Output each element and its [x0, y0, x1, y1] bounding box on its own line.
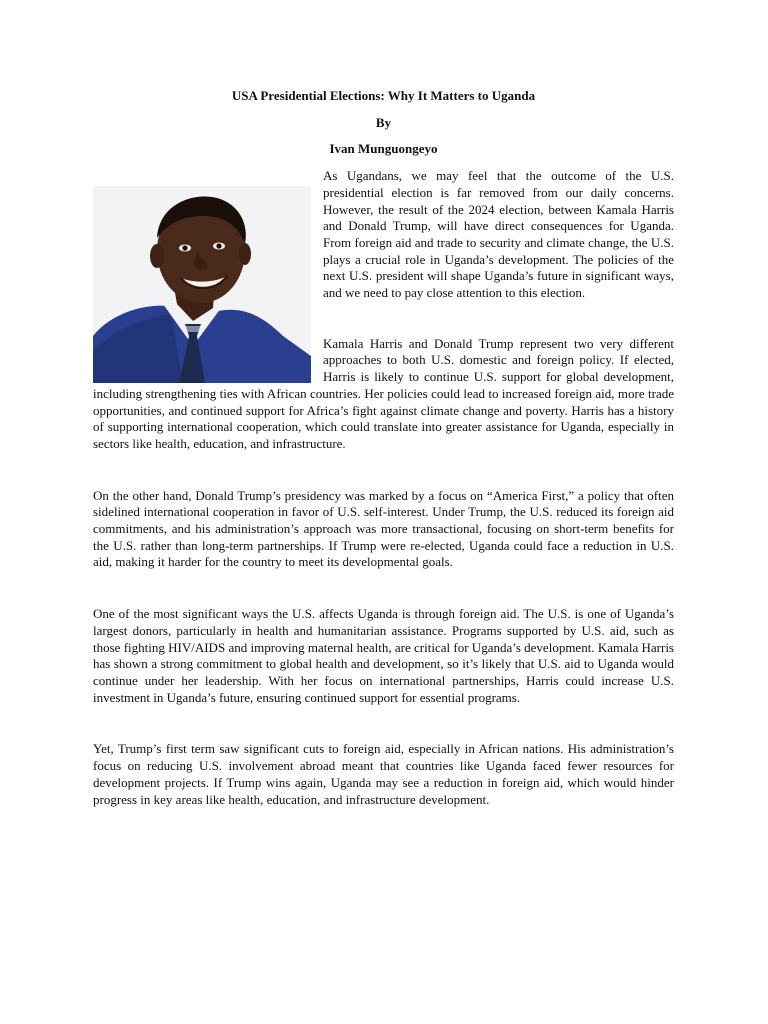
spacer: [93, 571, 674, 606]
spacer: [93, 706, 674, 741]
paragraph-trump-policy: On the other hand, Donald Trump’s presidency was marked by a focus on “America First,” a policy that often sidelined international cooperation in favor of U.S. self-interest. Under Trump, the U.S. reduced its foreign aid commitments, and his administration’s approach was more transactional, focusing on short-term benefits for the U.S. rather than long-term partnerships. If Trump were re-elected, Uganda could face a reduction in U.S. aid, making it harder for the country to meet its developmental goals.: [93, 487, 674, 570]
article-body: [93, 84, 674, 808]
paragraph-candidates: Kamala Harris and Donald Trump represent two very different approaches to both U.S. domestic and foreign policy. If elected, Harris is likely to continue U.S. support for global development, including strengthening ties with African countries. Her policies could lead to increased foreign aid, more trade opportunities, and continued support for Africa’s fight against climate change and poverty. Harris has a history of supporting international cooperation, which could translate into greater assistance for Uganda, especially in sectors like health, education, and infrastructure.: [93, 335, 674, 451]
intro-line-wrap: [93, 168, 674, 453]
author-name: Ivan Munguongeyo: [329, 141, 438, 157]
author-photo: [93, 186, 311, 383]
paragraph-foreign-aid: One of the most significant ways the U.S. affects Uganda is through foreign aid. The U.S. is one of Uganda’s largest donors, particularly in health and humanitarian assistance. Programs supported by U.S. aid, such as those fighting HIV/AIDS and improving maternal health, are critical for Uganda’s development. Kamala Harris has shown a strong commitment to global health and development, so it’s likely that U.S. aid to Uganda would continue under her leadership. With her focus on international partnerships, Harris could increase U.S. investment in Uganda’s future, ensuring continued support for essential programs.: [93, 606, 674, 705]
portrait-image: [93, 186, 311, 383]
spacer: [93, 453, 674, 488]
paragraph-intro: As Ugandans, we may feel that the outcome of the U.S. presidential election is far removed from our daily concerns. However, the result of the 2024 election, between Kamala Harris and Donald Trump, will have direct consequences for Uganda. From foreign aid and trade to security and climate change, the U.S. plays a crucial role in Uganda’s development. The policies of the next U.S. president will shape Uganda’s future in significant ways, and we need to pay close attention to this election.: [323, 168, 674, 301]
byline-by: By: [375, 114, 392, 130]
article-title: USA Presidential Elections: Why It Matters to Uganda: [231, 88, 536, 103]
paragraph-aid-cuts: Yet, Trump’s first term saw significant cuts to foreign aid, especially in African nations. His administration’s focus on reducing U.S. involvement abroad meant that countries like Uganda faced fewer resources for development projects. If Trump wins again, Uganda may see a reduction in foreign aid, which would hinder progress in key areas like health, education, and infrastructure development.: [93, 741, 674, 807]
